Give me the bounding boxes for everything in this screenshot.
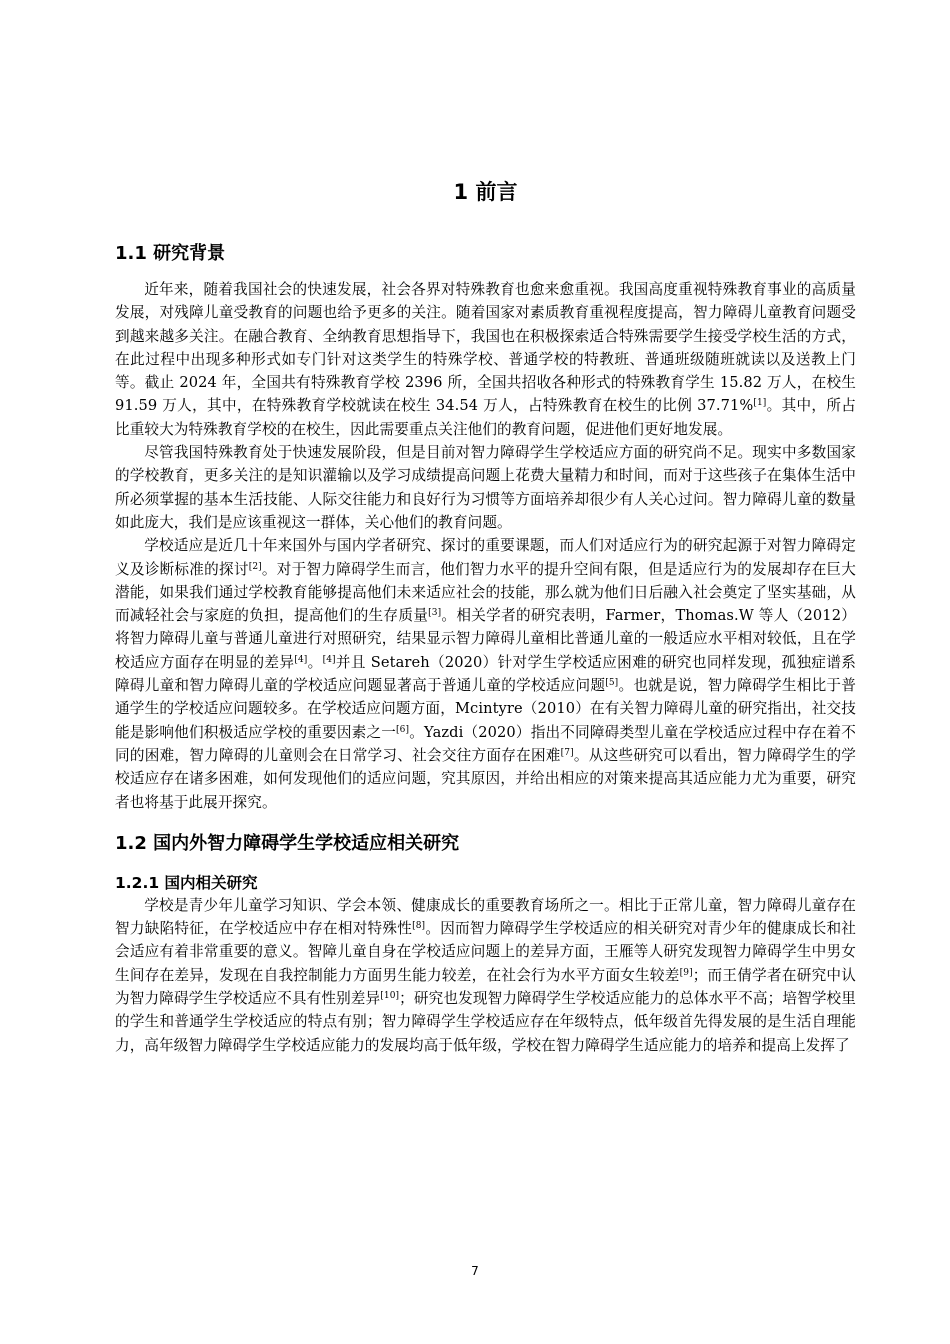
citation-ref: [2] bbox=[248, 561, 262, 572]
citation-ref: [3] bbox=[428, 608, 442, 619]
paragraph-text: 学校适应是近几十年来国外与国内学者研究、探讨的重要课题，而人们对适应行为的研究起源于对智力障碍定义及诊断标准的探讨 bbox=[115, 537, 856, 578]
citation-ref: [9] bbox=[679, 967, 693, 978]
chapter-title: 1 前言 bbox=[453, 180, 518, 204]
paragraph-text: ；而王倩学者在研究中认为智力障碍学生学校适应不具有性别差异 bbox=[115, 966, 856, 1008]
paragraph bbox=[115, 441, 856, 534]
citation-ref: [4] bbox=[294, 654, 308, 665]
paragraph-text: 。Yazdi（2020）指出不同障碍类型儿童在学校适应过程中存在着不同的困难，智力障碍的儿童则会在日常学习、社会交往方面存在困难 bbox=[115, 723, 856, 764]
paragraph bbox=[115, 534, 856, 814]
paragraph-text: 近年来，随着我国社会的快速发展，社会各界对特殊教育也愈来愈重视。我国高度重视特殊教育事业的高质量发展，对残障儿童受教育的问题也给予更多的关注。随着国家对素质教育重视程度提高，智力障碍儿童教育问题受到越来越多关注。在融合教育、全纳教育思想指导下，我国也在积极探索适合特殊需要学生接受学校生活的方式，在此过程中出现多种形式如专门针对这类学生的特殊学校、普通学校的特教班、普通班级随班就读以及送教上门等。截止 2024 年，全国共有特殊教育学校 2396 所，全国共招收各种形式的特殊教育学生 15.82 万人，在校生 91.59 万人，其中，在特殊教育学校就读在校生 34.54 万人，占特殊教育在校生的比例 37.71% bbox=[115, 281, 856, 415]
paragraph-text: 。从这些研究可以看出，智力障碍学生的学校适应存在诸多困难，如何发现他们的适应问题，究其原因，并给出相应的对策来提高其适应能力尤为重要，研究者也将基于此展开探究。 bbox=[115, 746, 856, 811]
paragraph bbox=[115, 894, 856, 1057]
citation-ref: [5] bbox=[605, 678, 619, 689]
paragraph-text: 并且 Setareh（2020）针对学生学校适应困难的研究也同样发现，孤独症谱系障碍儿童和智力障碍儿童的学校适应问题显著高于普通儿童的学校适应问题 bbox=[115, 653, 857, 695]
paragraph-text: 尽管我国特殊教育处于快速发展阶段，但是目前对智力障碍学生学校适应方面的研究尚不足。现实中多数国家的学校教育，更多关注的是知识灌输以及学习成绩提高问题上花费大量精力和时间，而对于这些孩子在集体生活中所必须掌握的基本生活技能、人际交往能力和良好行为习惯等方面培养却很少有人关心过问。智力障碍儿童的数量如此庞大，我们是应该重视这一群体，关心他们的教育问题。 bbox=[115, 444, 856, 531]
citation-ref: [7] bbox=[560, 747, 574, 758]
citation-ref: [6] bbox=[396, 724, 410, 735]
paragraph-text: 。相关学者的研究表明，Farmer，Thomas.W 等人（2012）将智力障碍儿童与普通儿童进行对照研究，结果显示智力障碍儿童相比普通儿童的一般适应水平相对较低，且在学校适应方面存在明显的差异 bbox=[115, 607, 856, 671]
section-title-1-2: 1.2 国内外智力障碍学生学校适应相关研究 bbox=[115, 832, 460, 854]
paragraph-text: 。其中，所占比重较大为特殊教育学校的在校生，因此需要重点关注他们的教育问题，促进他们更好地发展。 bbox=[115, 397, 856, 438]
paragraph-text: 。对于智力障碍学生而言，他们智力水平的提升空间有限，但是适应行为的发展却存在巨大潜能，如果我们通过学校教育能够提高他们未来适应社会的技能，那么就为他们日后融入社会奠定了坚实基础，从而减轻社会与家庭的负担，提高他们的生存质量 bbox=[115, 560, 856, 625]
subsection-title-1-2-1: 1.2.1 国内相关研究 bbox=[115, 873, 258, 892]
citation-ref: [1] bbox=[753, 398, 767, 409]
paragraph-text: 。因而智力障碍学生学校适应的相关研究对青少年的健康成长和社会适应有着非常重要的意义。智障儿童自身在学校适应问题上的差异方面，王雁等人研究发现智力障碍学生中男女生间存在差异，发现在自我控制能力方面男生能力较差，在社会行为水平方面女生较差 bbox=[115, 920, 856, 984]
citation-ref: [8] bbox=[412, 921, 426, 932]
paragraph-text: 学校是青少年儿童学习知识、学会本领、健康成长的重要教育场所之一。相比于正常儿童，智力障碍儿童存在智力缺陷特征，在学校适应中存在相对特殊性 bbox=[115, 896, 856, 938]
citation-ref: [10] bbox=[380, 991, 400, 1002]
paragraph-text: ；研究也发现智力障碍学生学校适应能力的总体水平不高；培智学校里的学生和普通学生学校适应的特点有别；智力障碍学生学校适应存在年级特点，低年级首先得发展的是生活自理能力，高年级智力障碍学生学校适应能力的发展均高于低年级，学校在智力障碍学生适应能力的培养和提高上发挥了 bbox=[115, 990, 856, 1054]
paragraph bbox=[115, 278, 856, 441]
citation-ref: [4] bbox=[322, 654, 336, 665]
page-number: 7 bbox=[471, 1264, 479, 1278]
section-1-1-body bbox=[115, 278, 856, 814]
paragraph-text: 。也就是说，智力障碍学生相比于普通学生的学校适应问题较多。在学校适应问题方面，Mcintyre（2010）在有关智力障碍儿童的研究指出，社交技能是影响他们积极适应学校的重要因素之一 bbox=[115, 677, 856, 741]
paragraph-text: 。 bbox=[307, 653, 323, 671]
section-title-1-1: 1.1 研究背景 bbox=[115, 243, 226, 264]
